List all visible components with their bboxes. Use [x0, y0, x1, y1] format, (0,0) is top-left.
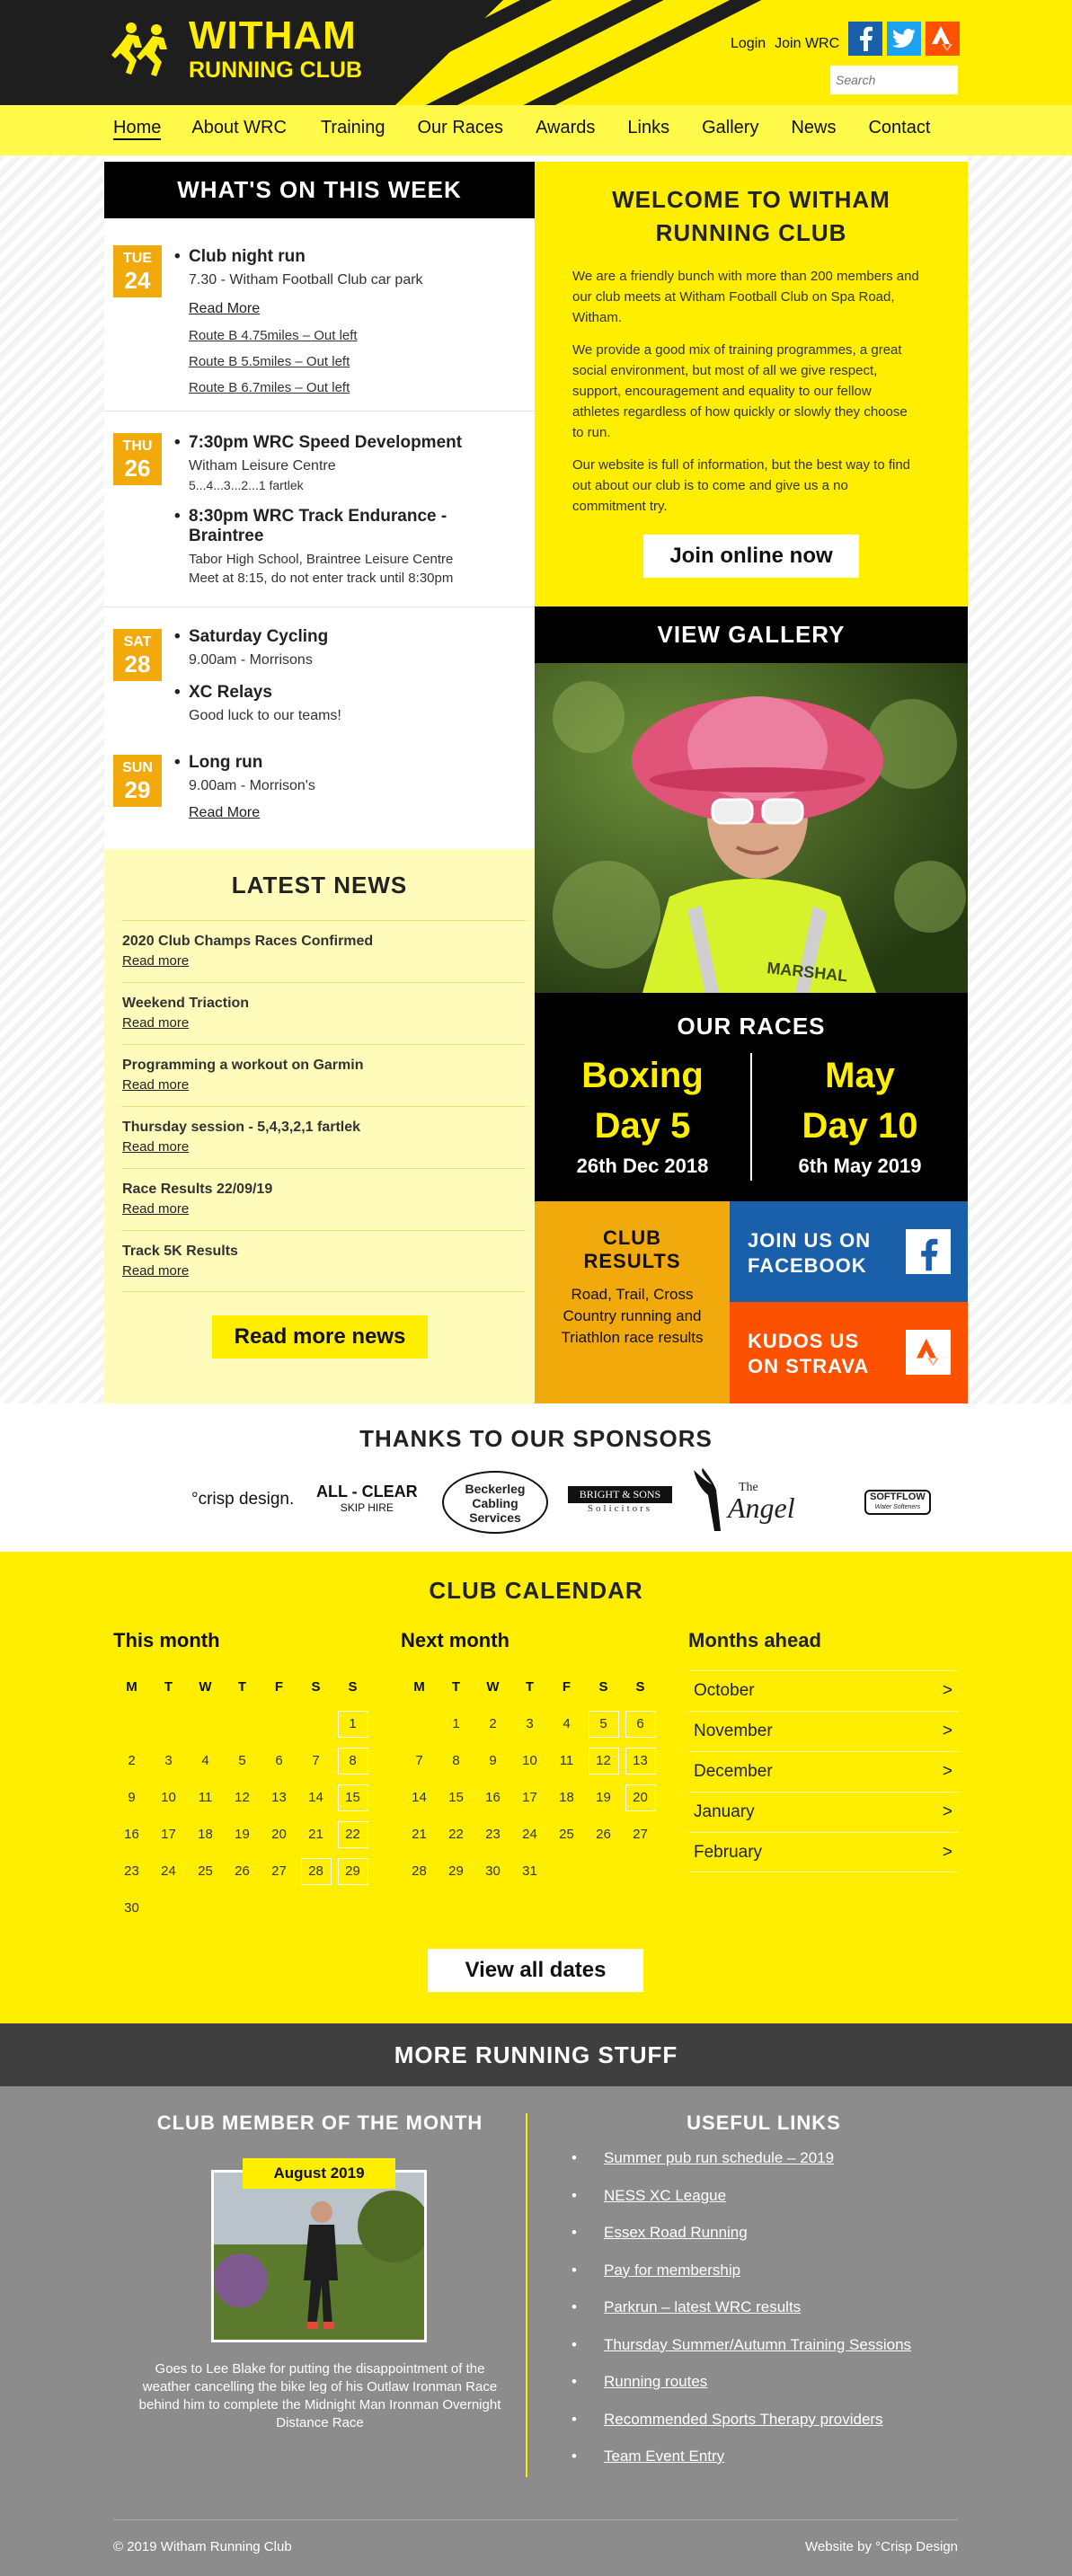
welcome-title: WELCOME TO WITHAM RUNNING CLUB [612, 186, 890, 246]
news-read-more[interactable]: Read more [122, 1263, 190, 1279]
welcome-text: We provide a good mix of training programmes, a great social environment, but most of all we give respect, support, encouragement and equality to our fellow athletes regardless of how quickly or slowly they choose to run. [572, 342, 908, 440]
chevron-right-icon: > [942, 1722, 952, 1740]
weekday-header: S [348, 1679, 358, 1695]
calendar-day: 16 [485, 1790, 501, 1805]
facebook-tile[interactable]: JOIN US ON FACEBOOK [730, 1201, 968, 1302]
calendar-day: 23 [124, 1863, 139, 1879]
sponsor-crisp-design[interactable]: °crisp design. [191, 1490, 295, 1509]
weekday-header: S [598, 1679, 608, 1695]
calendar-day: 9 [128, 1790, 136, 1805]
event-detail: 7.30 - Witham Football Club car park [189, 272, 423, 288]
calendar-day: 21 [412, 1827, 427, 1842]
nav-training[interactable]: Training [320, 118, 385, 137]
nav-links[interactable]: Links [627, 118, 670, 137]
calendar-day: 2 [128, 1753, 136, 1768]
calendar-day: 24 [161, 1863, 176, 1879]
sponsor-the-angel[interactable]: The Angel [692, 1468, 800, 1533]
member-of-month-heading: CLUB MEMBER OF THE MONTH [156, 2111, 483, 2134]
section-divider [526, 2113, 527, 2477]
useful-link[interactable]: • Parkrun – latest WRC results [571, 2298, 911, 2336]
calendar-day: 7 [312, 1753, 320, 1768]
weekday-header: M [413, 1679, 425, 1695]
event-title: • 7:30pm WRC Speed Development [189, 433, 521, 453]
calendar-day: 10 [522, 1753, 537, 1768]
calendar-day: 23 [485, 1827, 501, 1842]
calendar-day: 21 [308, 1827, 323, 1842]
weekday-header: T [164, 1679, 173, 1695]
event-title: • Saturday Cycling [189, 627, 341, 647]
news-read-more[interactable]: Read more [122, 1015, 190, 1031]
welcome-text: Our website is full of information, but the best way to find out about our club is to come and give us a no commitment try. [572, 457, 911, 514]
month-link[interactable]: October > [688, 1670, 958, 1711]
club-results-tile[interactable]: CLUB RESULTS Road, Trail, Cross Country running and Triathlon race results [535, 1201, 730, 1403]
useful-links-list [571, 2149, 911, 2485]
news-item: Race Results 22/09/19 Read more [122, 1168, 526, 1230]
news-read-more[interactable]: Read more [122, 1201, 190, 1217]
calendar-day: 30 [124, 1900, 139, 1916]
nav-awards[interactable]: Awards [536, 118, 596, 137]
calendar-day: 27 [633, 1827, 648, 1842]
calendar-day: 4 [563, 1716, 571, 1731]
calendar-day: 3 [526, 1716, 534, 1731]
race-may-day[interactable]: May Day 10 6th May 2019 [798, 1056, 922, 1177]
nav-our-races[interactable]: Our Races [417, 118, 504, 137]
event-title: • 8:30pm WRC Track Endurance - Braintree [189, 507, 521, 546]
calendar-day: 16 [124, 1827, 139, 1842]
calendar-day: 11 [559, 1753, 574, 1768]
calendar-day: 31 [522, 1863, 537, 1879]
event-detail: Meet at 8:15, do not enter track until 8:30pm [189, 571, 454, 586]
calendar-day: 25 [198, 1863, 213, 1879]
event-day [104, 733, 535, 849]
race-boxing-day[interactable]: Boxing Day 5 26th Dec 2018 [576, 1056, 709, 1177]
useful-link[interactable]: • Recommended Sports Therapy providers [571, 2411, 911, 2448]
weekday-header: F [562, 1679, 571, 1695]
chevron-right-icon: > [942, 1802, 952, 1821]
view-gallery-heading[interactable]: VIEW GALLERY [535, 606, 968, 663]
calendar-day-event[interactable]: 15 [334, 1779, 371, 1816]
chevron-right-icon: > [942, 1842, 952, 1862]
view-all-dates-button[interactable]: View all dates [428, 1949, 643, 1992]
our-races-panel [535, 993, 968, 1201]
calendar-day: 17 [522, 1790, 537, 1805]
calendar-day: 26 [235, 1863, 250, 1879]
calendar-day: 18 [198, 1827, 213, 1842]
calendar-day: 9 [489, 1753, 497, 1768]
calendar-day: 22 [448, 1827, 464, 1842]
useful-link[interactable]: • Pay for membership [571, 2262, 911, 2299]
search-input[interactable] [830, 66, 958, 94]
calendar-day: 18 [559, 1790, 574, 1805]
nav-home[interactable]: Home [113, 118, 161, 140]
calendar-day: 8 [452, 1753, 460, 1768]
weekday-header: M [126, 1679, 137, 1695]
runners-icon [111, 21, 176, 78]
useful-link[interactable]: • Running routes [571, 2373, 911, 2411]
calendar-day: 30 [485, 1863, 501, 1879]
copyright: © 2019 Witham Running Club [113, 2539, 292, 2554]
calendar-day: 29 [448, 1863, 464, 1879]
date-badge: THU 26 [113, 433, 162, 485]
useful-link[interactable]: • NESS XC League [571, 2187, 911, 2225]
useful-link[interactable]: • Essex Road Running [571, 2224, 911, 2262]
calendar-day-event[interactable]: 28 [297, 1853, 334, 1890]
news-heading: LATEST NEWS [231, 872, 408, 899]
news-read-more[interactable]: Read more [122, 953, 190, 969]
club-calendar [0, 1552, 1072, 2023]
side-pattern-left [0, 155, 104, 1403]
main-nav [0, 105, 1072, 155]
strava-icon[interactable] [926, 22, 960, 56]
latest-news [104, 849, 535, 1403]
event-detail: Good luck to our teams! [189, 708, 341, 723]
calendar-day-event[interactable]: 6 [622, 1705, 659, 1742]
member-text: Goes to Lee Blake for putting the disappointment of the weather cancelling the bike leg of his Outlaw Ironman Race behind him to complete the Midnight Man Ironman Overnight Distance Race [138, 2361, 501, 2430]
calendar-day: 27 [271, 1863, 287, 1879]
news-item: Programming a workout on Garmin Read more [122, 1044, 526, 1106]
chevron-right-icon: > [942, 1681, 952, 1700]
useful-link[interactable]: • Summer pub run schedule – 2019 [571, 2149, 911, 2187]
nav-news[interactable]: News [791, 118, 837, 137]
calendar-day: 12 [235, 1790, 250, 1805]
date-badge: SUN 29 [113, 755, 162, 807]
calendar-day-event[interactable]: 13 [622, 1742, 659, 1779]
event-title: • Club night run [189, 247, 423, 267]
sponsor-beckerleg[interactable]: Beckerleg Cabling Services [442, 1471, 548, 1534]
calendar-day: 15 [448, 1790, 464, 1805]
more-running-heading: MORE RUNNING STUFF [0, 2023, 1072, 2086]
calendar-day: 28 [412, 1863, 427, 1879]
calendar-day-event[interactable]: 1 [334, 1705, 371, 1742]
chevron-right-icon: > [942, 1762, 952, 1781]
photo-vest-text: MARSHAL [766, 959, 849, 986]
calendar-day: 25 [559, 1827, 574, 1842]
useful-links-heading: USEFUL LINKS [687, 2111, 841, 2134]
calendar-day: 17 [161, 1827, 176, 1842]
event-detail: Tabor High School, Braintree Leisure Centre [189, 552, 454, 567]
news-item: 2020 Club Champs Races Confirmed Read more [122, 920, 526, 982]
useful-link[interactable]: • Team Event Entry [571, 2448, 911, 2485]
event-detail: 9.00am - Morrisons [189, 652, 313, 668]
calendar-day-event[interactable]: 29 [334, 1853, 371, 1890]
calendar-day: 20 [271, 1827, 287, 1842]
site-logo[interactable] [111, 13, 363, 83]
more-running-section [0, 2086, 1072, 2576]
calendar-day: 13 [271, 1790, 287, 1805]
sponsor-all-clear[interactable]: ALL - CLEAR SKIP HIRE [316, 1483, 418, 1514]
months-ahead: Months ahead October > November > December > January > February > [688, 1629, 958, 1872]
read-more-link[interactable]: Read More [189, 301, 261, 316]
join-link[interactable]: Join WRC [775, 36, 840, 51]
read-more-link[interactable]: Read More [189, 805, 261, 820]
event-title: • Long run [189, 753, 315, 773]
weekday-header: S [311, 1679, 321, 1695]
nav-contact[interactable]: Contact [868, 118, 931, 137]
calendar-day: 1 [452, 1716, 460, 1731]
sponsors-section [0, 1403, 1072, 1552]
nav-about[interactable]: About WRC [191, 118, 287, 137]
weekday-header: T [451, 1679, 461, 1695]
calendar-day-event[interactable]: 12 [585, 1742, 622, 1779]
calendar-day: 19 [596, 1790, 611, 1805]
gallery-photo[interactable] [535, 663, 968, 993]
races-heading: OUR RACES [677, 1013, 826, 1040]
event-detail: 5...4...3...2...1 fartlek [189, 478, 304, 492]
next-month-calendar: Next month M T W T F S S 1 2 3 4 5 6 7 8 9 10 11 12 13 14 15 16 17 18 19 20 21 22 23 24 25 26 27 28 29 30 31 [401, 1629, 670, 1890]
site-header [0, 0, 1072, 105]
weekday-header: W [199, 1679, 212, 1695]
site-credit[interactable]: Website by °Crisp Design [805, 2539, 958, 2554]
twitter-icon[interactable] [887, 22, 921, 56]
event-title: • XC Relays [189, 683, 341, 703]
calendar-day: 10 [161, 1790, 176, 1805]
month-link[interactable]: November > [688, 1711, 958, 1751]
calendar-day: 26 [596, 1827, 611, 1842]
whats-on-heading: WHAT'S ON THIS WEEK [104, 162, 535, 218]
sponsors-heading: THANKS TO OUR SPONSORS [359, 1425, 713, 1452]
news-read-more[interactable]: Read more [122, 1077, 190, 1093]
nav-gallery[interactable]: Gallery [702, 118, 759, 137]
calendar-day: 19 [235, 1827, 250, 1842]
calendar-day: 6 [275, 1753, 283, 1768]
calendar-day: 7 [415, 1753, 423, 1768]
calendar-day: 2 [489, 1716, 497, 1731]
news-item: Track 5K Results Read more [122, 1230, 526, 1292]
month-link[interactable]: February > [688, 1832, 958, 1872]
side-pattern-right [968, 155, 1072, 1403]
calendar-day: 14 [412, 1790, 427, 1805]
event-day [104, 607, 535, 733]
member-photo[interactable] [211, 2170, 427, 2342]
weekday-header: F [274, 1679, 284, 1695]
calendar-day-event[interactable]: 20 [622, 1779, 659, 1816]
sponsor-softflow[interactable]: SOFTFLOW Water Softeners [864, 1490, 931, 1515]
route-link[interactable]: Route B 4.75miles – Out left [189, 328, 358, 343]
calendar-day-event[interactable]: 8 [334, 1742, 371, 1779]
facebook-icon[interactable] [848, 22, 882, 56]
calendar-day-event[interactable]: 5 [585, 1705, 622, 1742]
weekday-header: T [525, 1679, 535, 1695]
month-link[interactable]: January > [688, 1792, 958, 1832]
calendar-day: 14 [308, 1790, 323, 1805]
weekday-header: W [486, 1679, 500, 1695]
member-month-badge: August 2019 [243, 2158, 395, 2189]
news-item: Thursday session - 5,4,3,2,1 fartlek Read more [122, 1106, 526, 1168]
strava-tile[interactable]: KUDOS US ON STRAVA [730, 1302, 968, 1403]
sponsor-bright-sons[interactable]: BRIGHT & SONS Solicitors [568, 1486, 672, 1514]
calendar-day: 24 [522, 1827, 537, 1842]
event-detail: 9.00am - Morrison's [189, 778, 315, 793]
this-month-calendar: This month M T W T F S S 1 2 3 4 5 6 7 8 9 10 11 12 13 14 15 16 17 18 19 20 21 22 23 24 25 26 27 28 29 30 [113, 1629, 383, 1926]
weekday-header: S [635, 1679, 645, 1695]
month-link[interactable]: December > [688, 1751, 958, 1792]
calendar-day: 4 [201, 1753, 209, 1768]
read-more-news-button[interactable]: Read more news [212, 1315, 428, 1359]
event-detail: Witham Leisure Centre [189, 458, 336, 474]
useful-link[interactable]: • Thursday Summer/Autumn Training Sessions [571, 2336, 911, 2374]
route-link[interactable]: Route B 5.5miles – Out left [189, 354, 350, 369]
weekday-header: T [237, 1679, 247, 1695]
welcome-text: We are a friendly bunch with more than 200 members and our club meets at Witham Football Club on Spa Road, Witham. [572, 269, 919, 325]
strava-icon [906, 1330, 951, 1375]
logo-title: WITHAM [189, 13, 357, 58]
login-link[interactable]: Login [731, 36, 766, 51]
event-day [104, 218, 535, 412]
calendar-day: 5 [238, 1753, 246, 1768]
calendar-day: 3 [164, 1753, 173, 1768]
news-read-more[interactable]: Read more [122, 1139, 190, 1155]
logo-subtitle: RUNNING CLUB [189, 58, 363, 83]
news-item: Weekend Triaction Read more [122, 982, 526, 1044]
date-badge: TUE 24 [113, 245, 162, 297]
route-link[interactable]: Route B 6.7miles – Out left [189, 380, 350, 395]
welcome-panel [535, 162, 968, 606]
calendar-day-event[interactable]: 22 [334, 1816, 371, 1853]
calendar-day: 11 [198, 1790, 213, 1805]
facebook-icon [906, 1229, 951, 1274]
calendar-heading: CLUB CALENDAR [429, 1577, 643, 1604]
date-badge: SAT 28 [113, 629, 162, 681]
join-online-button[interactable]: Join online now [643, 535, 859, 578]
event-day [104, 412, 535, 607]
